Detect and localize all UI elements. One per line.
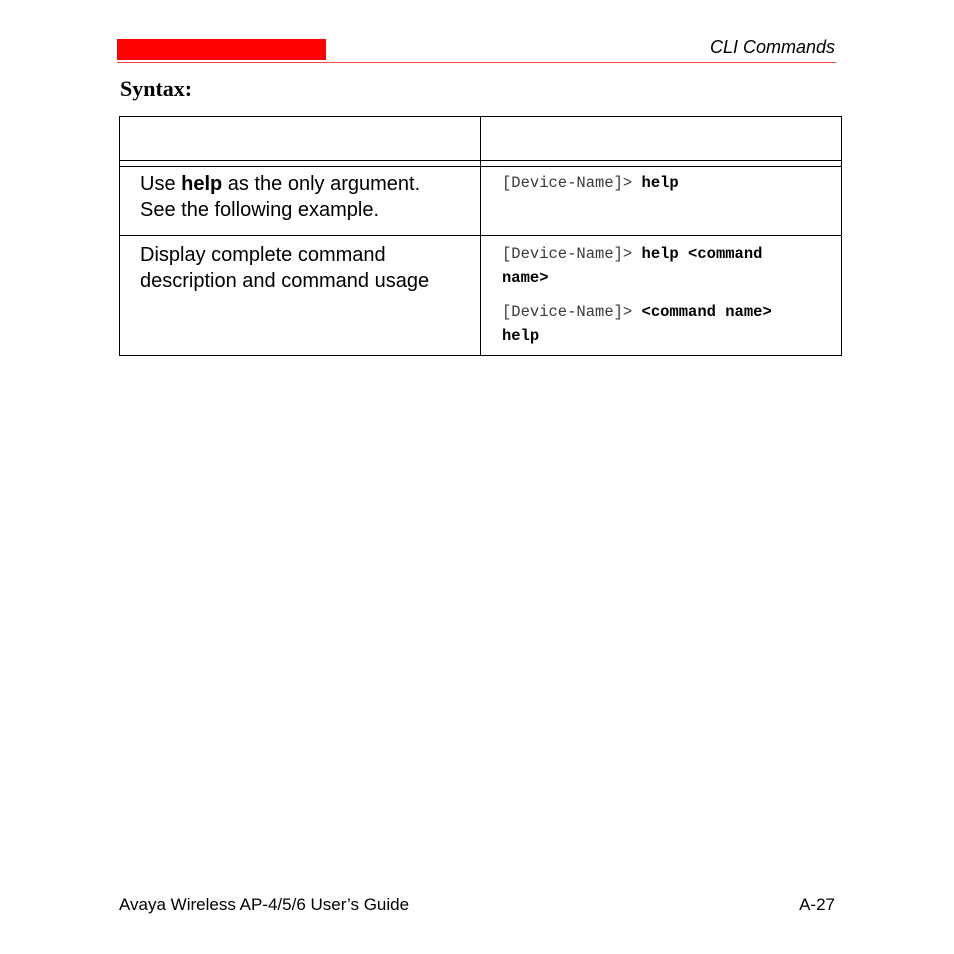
header-rule bbox=[117, 62, 836, 63]
command-text-continued: help bbox=[502, 327, 540, 345]
row-1-line-2: See the following example. bbox=[140, 199, 380, 221]
device-prompt: [Device-Name]> bbox=[502, 303, 642, 321]
device-prompt: [Device-Name]> bbox=[502, 174, 642, 192]
table-column-divider bbox=[480, 116, 481, 356]
table-row-2-description bbox=[140, 242, 429, 294]
row-2-line-1: Display complete command bbox=[140, 244, 386, 266]
command-text: help <command bbox=[641, 245, 763, 263]
command-text-continued: name> bbox=[502, 269, 549, 287]
device-prompt: [Device-Name]> bbox=[502, 245, 642, 263]
footer-guide-title: Avaya Wireless AP-4/5/6 User’s Guide bbox=[119, 895, 410, 914]
header-title: CLI Commands bbox=[709, 37, 835, 57]
table-left-border bbox=[119, 116, 120, 356]
section-heading: Syntax: bbox=[120, 76, 193, 101]
table-row-1-example bbox=[502, 171, 679, 195]
command-text: help bbox=[641, 174, 679, 192]
command-text: <command name> bbox=[641, 303, 772, 321]
table-row-2-example-2 bbox=[502, 300, 772, 348]
row-1-line-1: Use help as the only argument. bbox=[140, 173, 421, 195]
syntax-table bbox=[119, 116, 842, 356]
row-2-line-2: description and command usage bbox=[140, 270, 430, 292]
header-accent-bar bbox=[117, 39, 326, 60]
table-right-border bbox=[841, 116, 842, 356]
table-row-1-description bbox=[140, 171, 420, 223]
help-keyword: help bbox=[181, 173, 223, 195]
table-row-2-example-1 bbox=[502, 242, 762, 290]
footer-page-number: A-27 bbox=[799, 895, 835, 914]
